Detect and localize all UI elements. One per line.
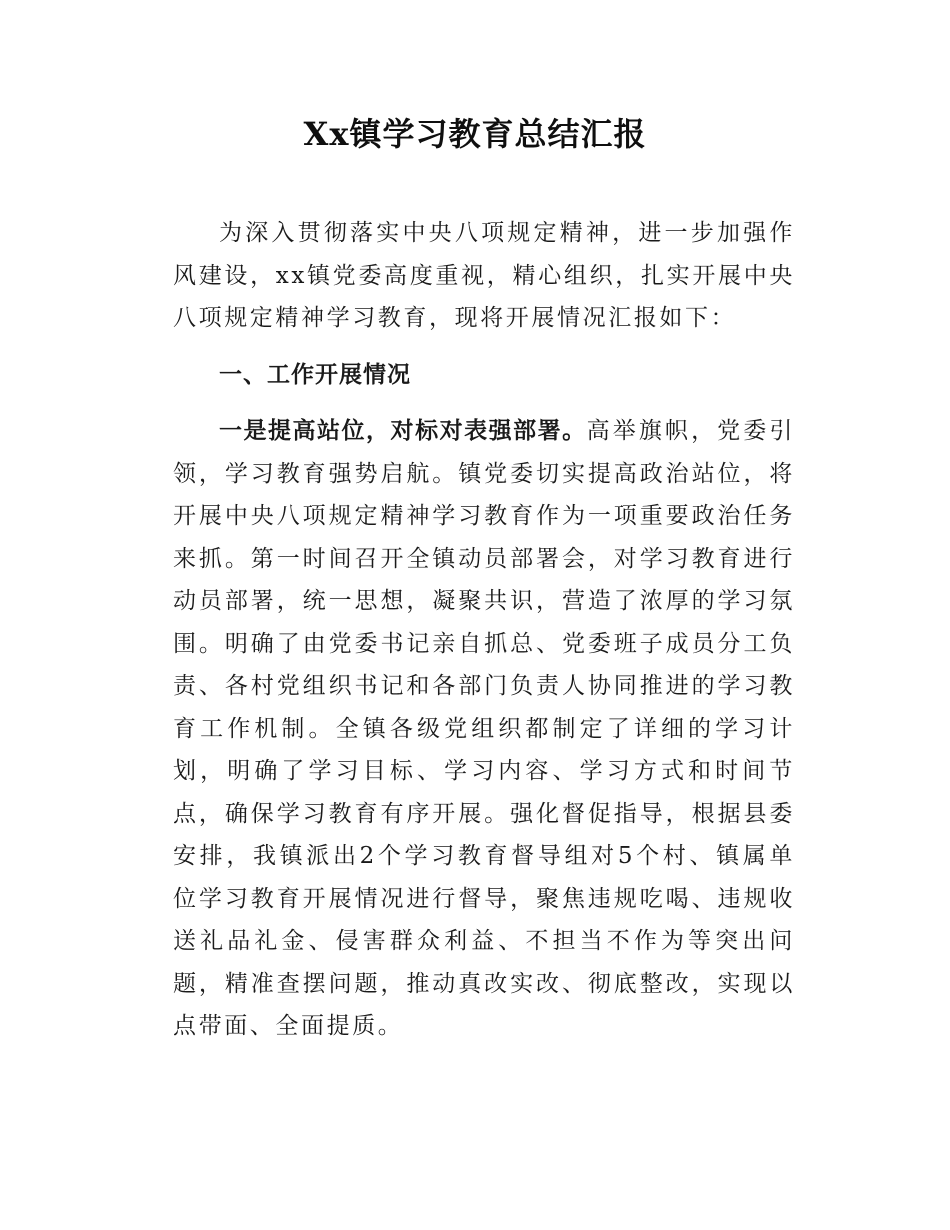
- section-heading: 一、工作开展情况: [219, 361, 411, 388]
- intro-paragraph: 为深入贯彻落实中央八项规定精神，进一步加强作风建设，xx镇党委高度重视，精心组织，扎实开展中央八项规定精神学习教育，现将开展情况汇报如下：: [173, 220, 795, 331]
- document-title: Xx镇学习教育总结汇报: [303, 115, 647, 153]
- paragraph-text: 高举旗帜，党委引领，学习教育强势启航。镇党委切实提高政治站位，将开展中央八项规定精神学习教育作为一项重要政治任务来抓。第一时间召开全镇动员部署会，对学习教育进行动员部署，统一思想，凝聚共识，营造了浓厚的学习氛围。明确了由党委书记亲自抓总、党委班子成员分工负责、各村党组织书记和各部门负责人协同推进的学习教育工作机制。全镇各级党组织都制定了详细的学习计划，明确了学习目标、学习内容、学习方式和时间节点，确保学习教育有序开展。强化督促指导，根据县委安排，我镇派出2个学习教育督导组对5个村、镇属单位学习教育开展情况进行督导，聚焦违规吃喝、违规收送礼品礼金、侵害群众利益、不担当不作为等突出问题，精准查摆问题，推动真改实改、彻底整改，实现以点带面、全面提质。: [173, 418, 796, 1039]
- paragraph-lead: 一是提高站位，对标对表强部署。: [219, 418, 587, 444]
- body-paragraph: [173, 410, 795, 1048]
- document-body: [173, 212, 795, 1048]
